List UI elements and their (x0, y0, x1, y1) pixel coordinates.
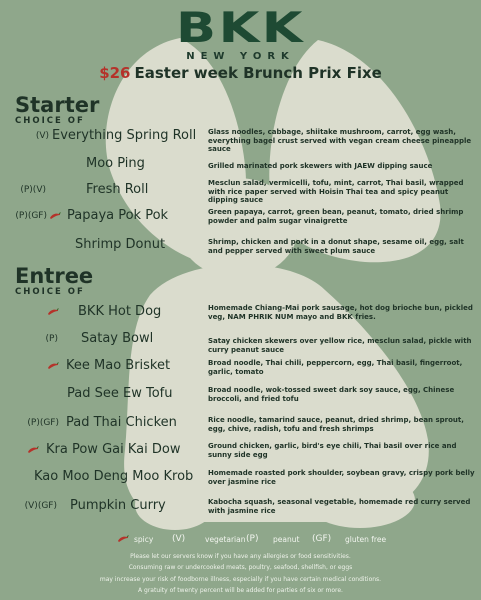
chili-icon (49, 212, 61, 220)
legend-peanut-symbol: (P) (246, 534, 259, 544)
allergy-note: Please let our servers know if you have any allergies or food sensitivities. (130, 553, 351, 560)
starter-subtitle: CHOICE OF (15, 116, 85, 126)
legend-vegetarian-symbol: (V) (172, 534, 186, 544)
dish-name: Everything Spring Roll (52, 128, 197, 143)
dish-name: Kao Moo Deng Moo Krob (34, 469, 194, 484)
raw-food-warning: Consuming raw or undercooked meats, poultry, seafood, shellfish, or eggs (128, 564, 353, 572)
diet-tags: (V)(GF) (24, 501, 57, 511)
diet-tags: (P) (45, 334, 58, 344)
legend-gluten-free-label: gluten free (345, 535, 387, 544)
dish-name: Shrimp Donut (75, 237, 166, 252)
legend-gluten-free-symbol: (GF) (312, 534, 332, 544)
dish-name: Satay Bowl (81, 331, 154, 346)
chili-icon (47, 308, 59, 316)
dish-name: Fresh Roll (86, 182, 149, 197)
dish-name: Moo Ping (86, 156, 145, 171)
dish-description: Mesclun salad, vermicelli, tofu, mint, carrot, Thai basil, wrapped with rice paper served with Hoisin Thai tea and spicy peanut dipping sauce (208, 179, 464, 205)
prix-fixe-price: $26 (99, 64, 131, 82)
dish-description: Broad noodle, wok-tossed sweet dark soy sauce, egg, Chinese broccoli, and fried tofu (208, 386, 455, 403)
dish-name: Papaya Pok Pok (67, 208, 169, 223)
legend-vegetarian-label: vegetarian (205, 535, 246, 544)
dish-name: Kee Mao Brisket (66, 358, 171, 373)
entree-subtitle: CHOICE OF (15, 287, 85, 297)
diet-tags: (P)(GF) (15, 211, 47, 221)
footer-notes (0, 551, 481, 597)
brand-city: NEW YORK (186, 51, 295, 62)
dish-name: BKK Hot Dog (78, 304, 162, 319)
dish-description: Broad noodle, Thai chili, peppercorn, egg, Thai basil, fingerroot, garlic, tomato (208, 359, 463, 376)
starter-title: Starter (15, 93, 100, 117)
dish-description: Shrimp, chicken and pork in a donut shape, sesame oil, egg, salt and pepper served with sweet plum sauce (208, 238, 464, 255)
legend-spicy-label: spicy (134, 535, 154, 544)
headline-text: Easter week Brunch Prix Fixe (134, 64, 382, 82)
gratuity-note: A gratuity of twenty percent will be added for parties of six or more. (138, 587, 343, 595)
entree-title: Entree (15, 264, 94, 288)
raw-food-warning-continued: may increase your risk of foodborne illness, especially if you have certain medical conditions. (99, 575, 382, 583)
chili-icon (27, 446, 39, 454)
dish-name: Pad See Ew Tofu (67, 386, 173, 401)
diet-tags: (P)(V) (20, 185, 46, 195)
dish-description: Green papaya, carrot, green bean, peanut, tomato, dried shrimp powder and palm sugar vinaigrette (208, 208, 464, 225)
brand-logo: BKK (176, 3, 305, 52)
chili-icon (47, 362, 59, 370)
dish-description: Homemade roasted pork shoulder, soybean gravy, crispy pork belly over jasmine rice (208, 469, 475, 486)
dish-description: Grilled marinated pork skewers with JAEW dipping sauce (208, 162, 433, 170)
dish-description: Rice noodle, tamarind sauce, peanut, dried shrimp, bean sprout, egg, chive, radish, tofu and fresh shrimps (208, 416, 464, 433)
menu-headline (0, 64, 481, 82)
dish-description: Glass noodles, cabbage, shiitake mushroom, carrot, egg wash, everything bagel crust served with vegan cream cheese pineapple sauce (208, 128, 472, 154)
chili-icon (117, 535, 129, 543)
dish-description: Kabocha squash, seasonal vegetable, homemade red curry served with jasmine rice (208, 498, 471, 515)
dish-description: Satay chicken skewers over yellow rice, mesclun salad, pickle with curry peanut sauce (208, 337, 472, 354)
dish-description: Ground chicken, garlic, bird's eye chili, Thai basil over rice and sunny side egg (208, 442, 457, 459)
dish-description: Homemade Chiang-Mai pork sausage, hot dog brioche bun, pickled veg, NAM PHRIK NUM mayo and BKK fries. (208, 304, 473, 321)
diet-tags: (P)(GF) (27, 418, 59, 428)
dish-name: Pumpkin Curry (70, 498, 166, 513)
legend-peanut-label: peanut (273, 535, 300, 544)
dish-name: Pad Thai Chicken (66, 415, 177, 430)
dish-name: Kra Pow Gai Kai Dow (46, 442, 181, 457)
diet-tags: (V) (35, 131, 49, 141)
